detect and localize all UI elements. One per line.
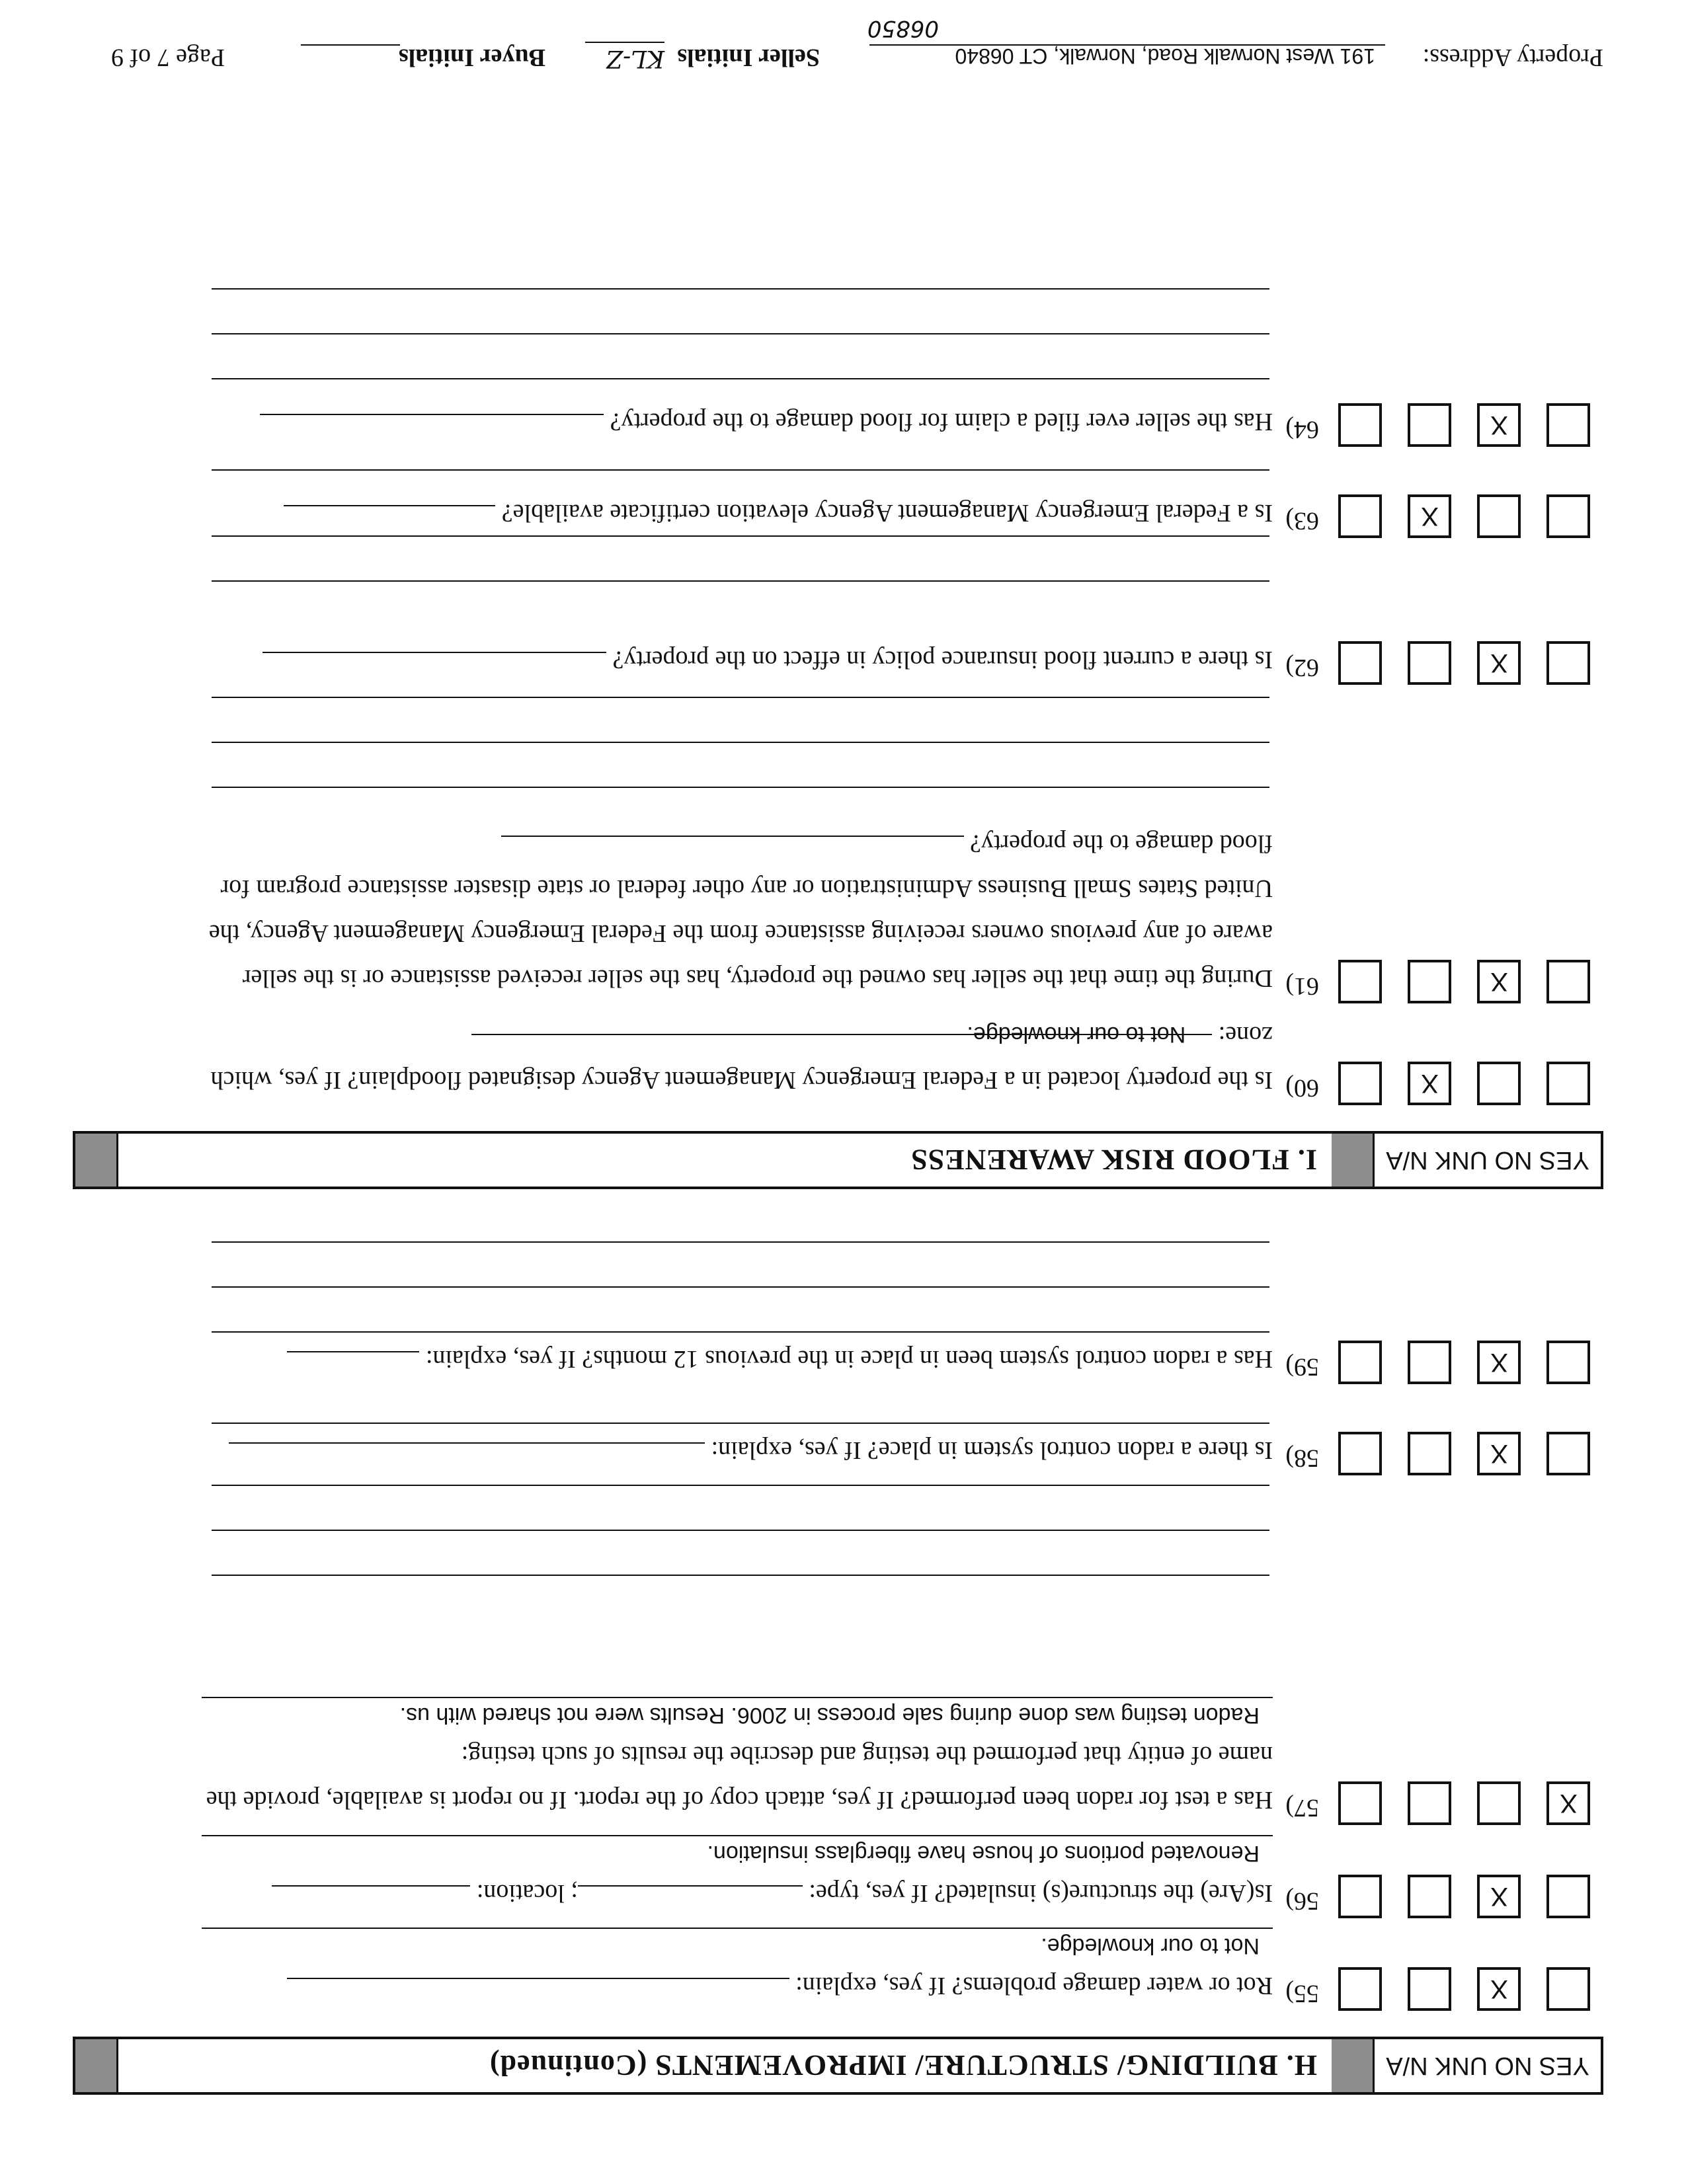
checkbox-yes[interactable] (1547, 403, 1591, 447)
answer-blank[interactable] (229, 1442, 705, 1466)
answer-boxes (1326, 403, 1603, 447)
answer-blank[interactable] (287, 1978, 789, 2002)
page-number: Page 7 of 9 (110, 44, 225, 71)
checkbox-unk[interactable] (1408, 1875, 1452, 1918)
col-na: N/A (1386, 2052, 1428, 2080)
checkbox-yes[interactable] (1547, 960, 1591, 1003)
seller-initials-label: Seller Initials (677, 44, 820, 71)
answer-line[interactable] (212, 580, 1269, 582)
question-number: 64) (1285, 416, 1319, 444)
answer-line[interactable] (212, 1241, 1269, 1243)
question-prompt: Has a test for radon been performed? If yes, attach copy of the report. If no report is available, provide the name of entity that performed the testing and describe the results of such testing: (206, 1741, 1273, 1814)
checkbox-na[interactable] (1339, 1341, 1383, 1384)
checkbox-unk[interactable] (1408, 1781, 1452, 1825)
checkbox-no[interactable]: X (1478, 1432, 1521, 1475)
buyer-initials-label: Buyer Initials (398, 44, 545, 71)
checkbox-yes[interactable] (1547, 641, 1591, 685)
answer-text[interactable]: Not to our knowledge. (202, 1928, 1273, 1963)
question-56 (73, 1819, 1603, 1918)
question-prompt: Is a Federal Emergency Management Agency elevation certificate available? (501, 499, 1273, 527)
question-text (202, 490, 1273, 535)
question-text (202, 637, 1273, 682)
checkbox-na[interactable] (1339, 494, 1383, 538)
section-h-header (73, 2037, 1603, 2095)
question-text (202, 1337, 1273, 1382)
answer-text[interactable]: Not to our knowledge. (967, 1022, 1186, 1047)
question-text (202, 1835, 1273, 1916)
answer-line[interactable] (212, 1575, 1269, 1576)
answer-text[interactable]: Radon testing was done during sale process in 2006. Results were not shared with us. (202, 1697, 1273, 1733)
answer-boxes (1326, 1781, 1603, 1825)
answer-boxes (1326, 494, 1603, 538)
question-59 (73, 1311, 1603, 1384)
answer-text[interactable]: Renovated portions of house have fiberglass insulation. (202, 1835, 1273, 1871)
question-number: 55) (1285, 1980, 1319, 2008)
question-number: 61) (1285, 972, 1319, 1000)
checkbox-unk[interactable] (1408, 403, 1452, 447)
question-number: 56) (1285, 1887, 1319, 1915)
header-shade (75, 2039, 118, 2092)
section-i-title: I. FLOOD RISK AWARENESS (910, 1144, 1317, 1177)
question-number: 63) (1285, 507, 1319, 535)
checkbox-unk[interactable]: X (1408, 1062, 1452, 1105)
column-headers (1373, 2039, 1601, 2092)
question-number: 58) (1285, 1444, 1319, 1472)
answer-line[interactable] (212, 1331, 1269, 1333)
question-prompt: Is the property located in a Federal Emergency Management Agency designated floodplain? If yes, which zone: (210, 1021, 1273, 1094)
answer-boxes (1326, 1967, 1603, 2011)
col-yes: YES (1539, 2052, 1589, 2080)
answer-boxes (1326, 1875, 1603, 1918)
checkbox-na[interactable] (1339, 1875, 1383, 1918)
checkbox-unk[interactable] (1408, 641, 1452, 685)
header-shade (75, 1134, 118, 1187)
checkbox-na[interactable] (1339, 1967, 1383, 2011)
question-61 (73, 805, 1603, 1003)
property-address-value[interactable]: 191 West Norwalk Road, Norwalk, CT 06840 (955, 44, 1375, 68)
answer-line[interactable] (212, 288, 1269, 290)
checkbox-na[interactable] (1339, 641, 1383, 685)
col-unk: UNK (1434, 2052, 1488, 2080)
checkbox-unk[interactable] (1408, 960, 1452, 1003)
checkbox-no[interactable]: X (1478, 960, 1521, 1003)
answer-boxes (1326, 1062, 1603, 1105)
buyer-initials-field[interactable] (301, 44, 400, 46)
checkbox-no[interactable] (1478, 494, 1521, 538)
question-57 (73, 1547, 1603, 1825)
checkbox-na[interactable] (1339, 1062, 1383, 1105)
question-text (202, 1928, 1273, 2008)
section-h-title: H. BUILDING/ STRUCTURE/ IMPROVEMENTS (Continued) (489, 2049, 1317, 2082)
checkbox-no[interactable]: X (1478, 1967, 1521, 2011)
checkbox-yes[interactable] (1547, 1875, 1591, 1918)
header-shade (1332, 1134, 1373, 1187)
zip-correction-note: 06850 (867, 15, 939, 42)
checkbox-unk[interactable]: X (1408, 494, 1452, 538)
question-prompt: Has a radon control system been in place in the previous 12 months? If yes, explain: (425, 1345, 1273, 1373)
checkbox-unk[interactable] (1408, 1967, 1452, 2011)
answer-line[interactable] (212, 697, 1269, 698)
answer-boxes (1326, 1432, 1603, 1475)
answer-line[interactable] (212, 469, 1269, 471)
question-62 (73, 612, 1603, 685)
section-i-header (73, 1131, 1603, 1189)
answer-line[interactable] (212, 333, 1269, 334)
property-address-label: Property Address: (1422, 44, 1603, 71)
question-prompt: Has the seller ever filed a claim for flood damage to the property? (610, 408, 1273, 436)
question-prompt: Is(Are) the structure(s) insulated? If yes, type: (809, 1879, 1273, 1907)
col-unk: UNK (1434, 1146, 1488, 1175)
seller-initials-field[interactable]: KL-Z (585, 42, 664, 72)
checkbox-na[interactable] (1339, 960, 1383, 1003)
question-text (202, 1697, 1273, 1822)
page-footer (0, 15, 1686, 72)
question-number: 59) (1285, 1353, 1319, 1381)
question-text (202, 399, 1273, 444)
answer-blank[interactable] (262, 652, 606, 676)
answer-blank[interactable] (501, 836, 964, 859)
location-blank[interactable] (272, 1885, 470, 1909)
col-no: NO (1494, 2052, 1533, 2080)
col-no: NO (1494, 1146, 1533, 1175)
question-prompt: Rot or water damage problems? If yes, explain: (795, 1972, 1273, 2000)
answer-line[interactable] (212, 1530, 1269, 1531)
question-text (202, 1428, 1273, 1473)
answer-blank[interactable] (287, 1351, 419, 1375)
checkbox-no[interactable]: X (1478, 1875, 1521, 1918)
checkbox-no[interactable]: X (1478, 641, 1521, 685)
question-text (202, 1013, 1273, 1103)
answer-boxes (1326, 960, 1603, 1003)
question-number: 60) (1285, 1074, 1319, 1102)
answer-blank[interactable] (284, 505, 495, 529)
answer-line[interactable] (212, 1485, 1269, 1486)
answer-blank[interactable] (260, 414, 604, 438)
question-60 (73, 1006, 1603, 1105)
checkbox-yes[interactable]: X (1547, 1781, 1591, 1825)
checkbox-na[interactable] (1339, 1781, 1383, 1825)
zone-blank[interactable] (471, 1022, 1212, 1058)
question-prompt: Is there a current flood insurance policy in effect on the property? (612, 646, 1273, 674)
question-number: 62) (1285, 654, 1319, 682)
answer-line[interactable] (212, 1286, 1269, 1288)
checkbox-no[interactable] (1478, 1781, 1521, 1825)
checkbox-yes[interactable] (1547, 1432, 1591, 1475)
checkbox-no[interactable]: X (1478, 403, 1521, 447)
checkbox-yes[interactable] (1547, 1967, 1591, 2011)
column-headers (1373, 1134, 1601, 1187)
answer-line[interactable] (212, 1423, 1269, 1424)
question-prompt: During the time that the seller has owned the property, has the seller received assistance or is the seller aware of any previous owners receiving assistance from the Federal Emergency Management Agency, the United States Small Business Administration or any other federal or state disaster assistance program for flood damage to the property? (208, 830, 1273, 992)
answer-boxes (1326, 1341, 1603, 1384)
answer-boxes (1326, 641, 1603, 685)
question-55 (73, 1912, 1603, 2011)
question-63 (73, 465, 1603, 538)
answer-line[interactable] (212, 787, 1269, 788)
question-58 (73, 1403, 1603, 1475)
checkbox-unk[interactable] (1408, 1432, 1452, 1475)
location-label: ; location: (476, 1879, 578, 1907)
answer-line[interactable] (212, 742, 1269, 743)
col-yes: YES (1539, 1146, 1589, 1175)
checkbox-na[interactable] (1339, 403, 1383, 447)
question-number: 57) (1285, 1794, 1319, 1822)
type-blank[interactable] (578, 1885, 803, 1909)
col-na: N/A (1386, 1146, 1428, 1175)
checkbox-no[interactable] (1478, 1062, 1521, 1105)
checkbox-unk[interactable] (1408, 1341, 1452, 1384)
question-text (202, 821, 1273, 1001)
checkbox-yes[interactable] (1547, 1341, 1591, 1384)
header-shade (1332, 2039, 1373, 2092)
question-prompt: Is there a radon control system in place? If yes, explain: (711, 1436, 1273, 1464)
checkbox-no[interactable]: X (1478, 1341, 1521, 1384)
answer-line[interactable] (212, 378, 1269, 379)
checkbox-yes[interactable] (1547, 1062, 1591, 1105)
checkbox-yes[interactable] (1547, 494, 1591, 538)
property-address-line (869, 44, 1385, 46)
checkbox-na[interactable] (1339, 1432, 1383, 1475)
question-64 (73, 374, 1603, 447)
